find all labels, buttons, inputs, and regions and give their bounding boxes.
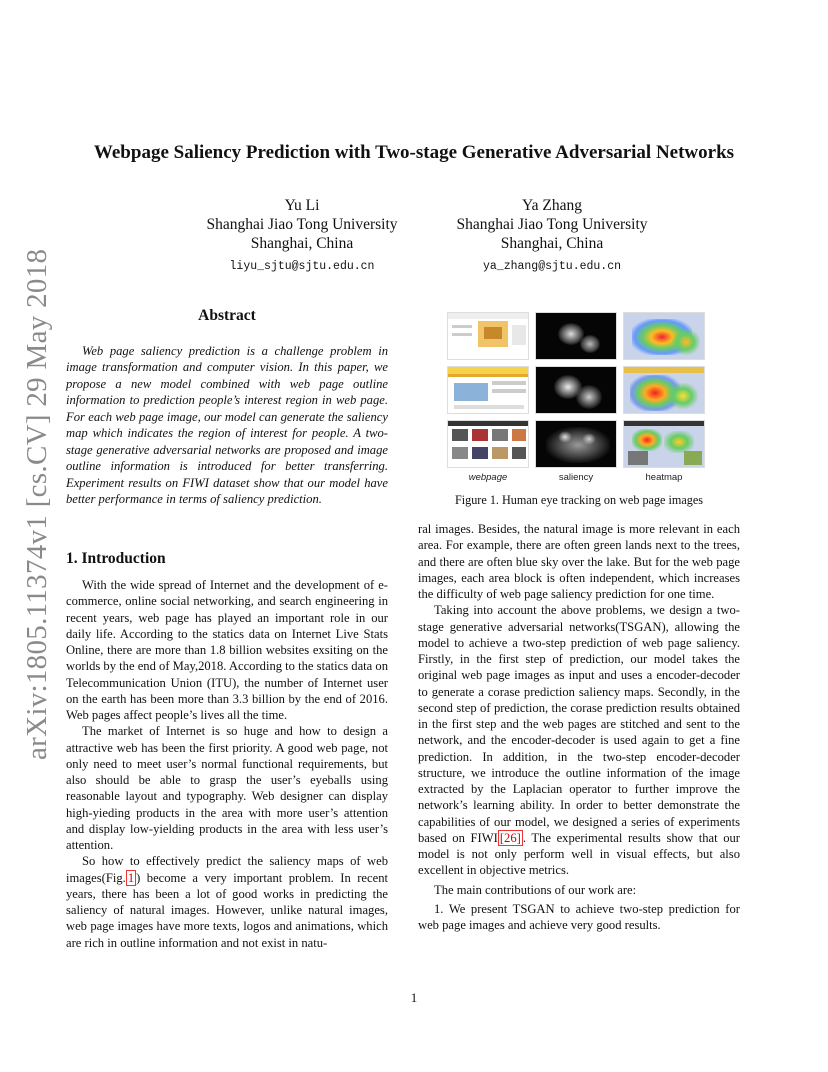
saliency-thumbnail [535,366,617,414]
author-block [172,196,432,276]
paper-title: Webpage Saliency Prediction with Two-stage Generative Adversarial Networks [93,142,735,163]
abstract-body [66,343,388,508]
figure-reference-link[interactable]: 1 [127,870,135,885]
arxiv-watermark: arXiv:1805.11374v1 [cs.CV] 29 May 2018 [21,248,53,760]
figure-row [447,312,727,360]
heatmap-thumbnail [623,366,705,414]
paragraph [66,853,388,951]
paragraph: ral images. Besides, the natural image is more relevant in each area. For example, there are often green lands next to the trees, and there are often blue sky over the lake. But for the web page images, each area block is often independent, which increases the difficulty of web page saliency prediction for one time. [418,522,740,601]
author-name: Yu Li [284,197,320,214]
citation-link[interactable]: [26] [499,830,521,845]
author-name: Ya Zhang [522,197,582,214]
abstract-heading: Abstract [198,307,256,324]
author-location: Shanghai, China [500,235,604,252]
heatmap-thumbnail [623,420,705,468]
abstract-text: Web page saliency prediction is a challenge problem in image transformation and computer vision. In this paper, we propose a new model combined with web page outline information to prediction people’s interest region in web page. For each web page image, our model can generate the saliency map which indicates the region of interest for people. A two-stage generative adversarial networks are proposed and image outline information is introduced for better transferring. Experiment results on FIWI dataset show that our model have better performance in terms of saliency prediction. [66,344,388,507]
figure-1 [447,312,727,474]
text-span: . The experimental results show that our model is not only perform well in visual effects, but also excellent in objective metrics. [418,830,740,878]
right-column-text [418,521,740,933]
paragraph: With the wide spread of Internet and the development of e-commerce, online social networking, and search engineering in recent years, web page has played an important role in our daily life. According to the statics data on Internet Live Stats Online, there are more than 1.8 billion websites exsiting on the worlds by the end of May,2018. According to the statics data on Telecommunication Union (ITU), the number of Internet user on the earth has been more than 3.3 billion by the end of 2016. Web pages affect people’s lives all the time. [66,578,389,722]
author-affiliation: Shanghai Jiao Tong University [456,216,648,233]
text-span: So how to effectively predict the saliency maps of web images(Fig. [66,854,388,885]
figure-label-webpage: webpage [468,472,508,483]
text-span: ) become a very important problem. In recent years, there has been a lot of good works in predicting the saliency of natural images. However, unlike natural images, web page images have more texts, logos and animations, which are rich in outline information and not exist in natu- [66,870,388,950]
author-email[interactable]: liyu_sjtu@sjtu.edu.cn [229,260,375,273]
page-number: 1 [410,990,418,1005]
heatmap-thumbnail [623,312,705,360]
figure-row [447,366,727,414]
left-column-text [66,577,388,951]
webpage-thumbnail [447,312,529,360]
paragraph: The main contributions of our work are: [434,882,637,897]
figure-label-heatmap: heatmap [645,472,683,483]
author-location: Shanghai, China [250,235,354,252]
saliency-thumbnail [535,312,617,360]
webpage-thumbnail [447,420,529,468]
paragraph [418,602,740,878]
webpage-thumbnail [447,366,529,414]
paragraph: The market of Internet is so huge and how to design a attractive web has been the first priority. A good web page, not only need to meet user’s normal functional requirements, but also should be able to grasp the user’s eyeballs using reasonable layout and typography. Web designer can display high-yieding products in the area with more user’s attention and display low-yielding products in the area with less user’s attention. [66,724,388,852]
paragraph: 1. We present TSGAN to achieve two-step prediction for web page images and achieve very good results. [418,901,740,932]
text-span: Taking into account the above problems, we design a two-stage generative adversarial networks(TSGAN), allowing the model to achieve a two-step prediction of web page saliency. Firstly, in the first step of prediction, our model takes the original web page images as input and uses a encoder-decoder to generate a corase prediction saliency maps. Secondly, in the second step of prediction, the corase prediction results obtained in the first step and the web pages are stitched and sent to the network, and the encoder-decoder is used again to get a fine prediction. In addition, in the two-step encoder-decoder structure, we introduce the outline information of the image extracted by the Laplacian operator to further improve the network’s learning ability. In order to better demonstrate the capabilities of our model, we designed a series of experiments based on FIWI [418,603,740,845]
figure-column-labels [447,472,727,483]
figure-caption: Figure 1. Human eye tracking on web page images [454,493,704,507]
figure-row [447,420,727,468]
saliency-thumbnail [535,420,617,468]
figure-label-saliency: saliency [558,472,594,483]
intro-heading: 1. Introduction [66,550,166,567]
author-email[interactable]: ya_zhang@sjtu.edu.cn [482,260,622,273]
author-block [422,196,682,276]
author-affiliation: Shanghai Jiao Tong University [206,216,398,233]
